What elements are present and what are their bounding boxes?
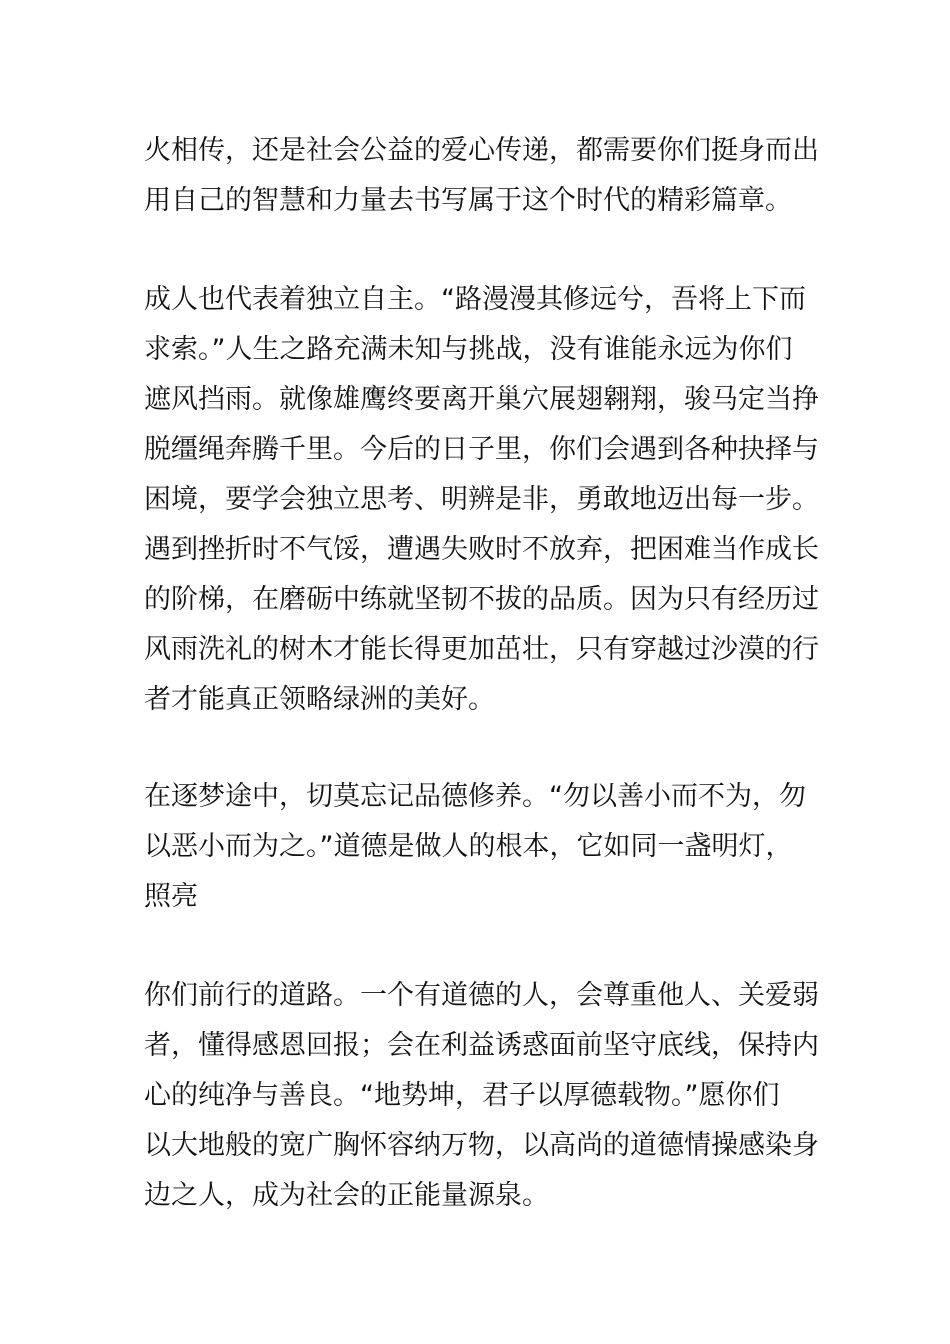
text-line: 火相传，还是社会公益的爱心传递，都需要你们挺身而出 [144, 135, 819, 166]
text-line: 者才能真正领略绿洲的美好。 [144, 684, 495, 715]
text-line: 边之人，成为社会的正能量源泉。 [144, 1180, 549, 1211]
text-line: 的阶梯，在磨砺中练就坚韧不拔的品质。因为只有经历过 [144, 584, 819, 615]
text-line: 成人也代表着独立自主。“路漫漫其修远兮，吾将上下而 [144, 284, 806, 315]
text-line: 脱缰绳奔腾千里。今后的日子里，你们会遇到各种抉择与 [144, 434, 819, 465]
text-line: 遇到挫折时不气馁，遭遇失败时不放弃，把困难当作成长 [144, 534, 819, 565]
paragraph-4 [144, 971, 819, 1221]
paragraph-1 [144, 126, 819, 226]
paragraph-3 [144, 772, 814, 922]
text-line: 心的纯净与善良。“地势坤，君子以厚德载物。”愿你们 [144, 1080, 780, 1111]
text-line: 你们前行的道路。一个有道德的人，会尊重他人、关爱弱 [144, 980, 819, 1011]
text-line: 风雨洗礼的树木才能长得更加茁壮，只有穿越过沙漠的行 [144, 634, 819, 665]
text-line: 遮风挡雨。就像雄鹰终要离开巢穴展翅翱翔，骏马定当挣 [144, 384, 819, 415]
text-line: 照亮 [144, 881, 198, 912]
text-line: 在逐梦途中，切莫忘记品德修养。“勿以善小而不为，勿 [144, 781, 806, 812]
text-line: 求索。”人生之路充满未知与挑战，没有谁能永远为你们 [144, 334, 793, 365]
text-line: 困境，要学会独立思考、明辨是非，勇敢地迈出每一步。 [144, 484, 819, 515]
text-line: 以恶小而为之。”道德是做人的根本，它如同一盏明灯， [144, 831, 793, 862]
text-line: 者，懂得感恩回报；会在利益诱惑面前坚守底线，保持内 [144, 1030, 819, 1061]
text-line: 用自己的智慧和力量去书写属于这个时代的精彩篇章。 [144, 185, 792, 216]
text-line: 以大地般的宽广胸怀容纳万物，以高尚的道德情操感染身 [144, 1130, 819, 1161]
paragraph-2 [144, 275, 819, 725]
